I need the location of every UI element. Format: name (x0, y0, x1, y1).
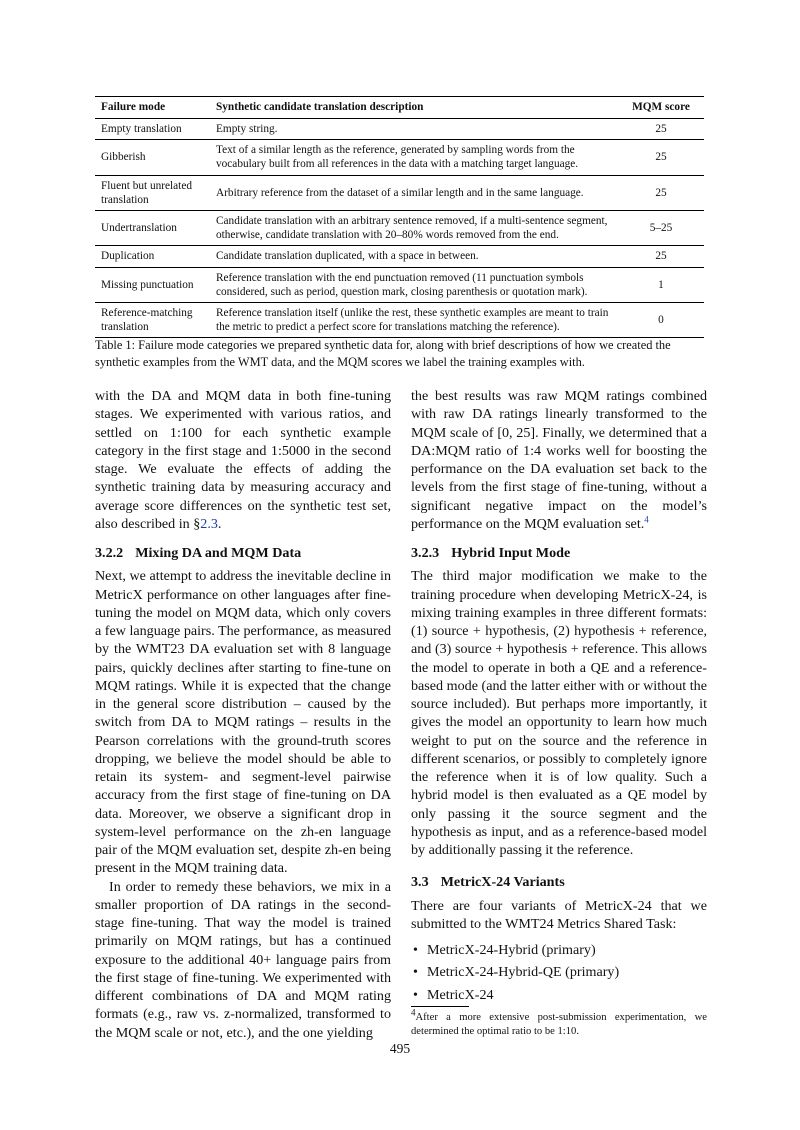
cell-mode: Gibberish (95, 140, 210, 175)
footnote-divider (411, 1006, 469, 1007)
section-heading-3-2-3 (411, 544, 707, 562)
paragraph-text-end: . (217, 515, 222, 532)
list-item: • MetricX-24-Hybrid-QE (primary) (427, 963, 707, 981)
footnote-number: 4 (411, 1007, 416, 1018)
cell-score: 25 (618, 246, 704, 267)
cell-score: 25 (618, 175, 704, 210)
table-row (95, 119, 704, 140)
header-description: Synthetic candidate translation description (210, 97, 618, 119)
paragraph: The third major modification we make to the training procedure when developing MetricX-24, is mixing training examples in three different formats: (1) source + hypothesis, (2) hypothesis + reference, and (3) source + hypothesis + reference. This allows the model to operate in both a QE and a reference-based mode (and the latter either with or without the source included). But perhaps more importantly, it gives the model an opportunity to learn how much weight to put on the source and the reference in different scenarios, or possibly to completely ignore the reference when it is of low quality. Such a hybrid model is then evaluated as a QE model by only passing it the source segment and the hypothesis as input, and as a reference-based model by additionally passing it the reference. (411, 568, 707, 858)
paragraph: There are four variants of MetricX-24 that we submitted to the WMT24 Metrics Shared Task: (411, 897, 707, 932)
section-title: MetricX-24 Variants (440, 874, 565, 891)
cell-description: Candidate translation duplicated, with a space in between. (210, 246, 618, 267)
list-item: • MetricX-24-Hybrid (primary) (427, 941, 707, 959)
paragraph (95, 387, 391, 533)
cell-mode: Missing punctuation (95, 267, 210, 302)
page-number: 495 (389, 1041, 411, 1056)
variants-list (411, 941, 707, 1004)
table-caption: Table 1: Failure mode categories we prepared synthetic data for, along with brief descriptions of how we created the synthetic examples from the WMT data, and the MQM scores we label the training examples with. (95, 338, 671, 369)
header-failure-mode: Failure mode (95, 97, 210, 119)
section-number: 3.3 (411, 874, 429, 891)
cell-score: 5–25 (618, 211, 704, 246)
section-number: 3.2.3 (411, 545, 440, 561)
footnote-marker[interactable]: 4 (644, 514, 649, 525)
cell-mode: Fluent but unrelated translation (95, 175, 210, 210)
cell-description: Arbitrary reference from the dataset of a similar length and in the same language. (210, 175, 618, 210)
header-mqm-score: MQM score (618, 97, 704, 119)
cell-score: 25 (618, 119, 704, 140)
right-column (411, 387, 707, 1008)
section-title: Hybrid Input Mode (451, 545, 571, 561)
paragraph: In order to remedy these behaviors, we mix in a smaller proportion of DA ratings in the second-stage fine-tuning. That way the model is trained primarily on MQM ratings, but has a continued exposure to the additional 40+ language pairs from the first stage of fine-tuning. We experimented with different combinations of DA and MQM rating formats (e.g., raw vs. z-normalized, transformed to the MQM scale or not, etc.), and the one yielding (95, 878, 391, 1041)
section-title: Mixing DA and MQM Data (135, 545, 302, 561)
table-row (95, 175, 704, 210)
paragraph: Next, we attempt to address the inevitable decline in MetricX performance on other languages after fine-tuning the model on MQM data, which only covers a few language pairs. The performance, as measured by the WMT23 DA evaluation set with 8 language pairs, quickly declines after starting to fine-tune on MQM ratings. While it is expected that the change in the general score distribution – caused by the switch from DA to MQM ratings – results in the Pearson correlations with the ground-truth scores dropping, we believe the model should be able to retain its system- and segment-level pairwise accuracy from the first stage of fine-tuning on DA data. Moreover, we observe a significant drop in system-level performance on the zh-en language pair of the MQM evaluation set, despite zh-en being present in the MQM training data. (95, 568, 391, 877)
cell-score: 25 (618, 140, 704, 175)
footnote (411, 1007, 707, 1039)
table-row (95, 246, 704, 267)
paragraph-text: the best results was raw MQM ratings combined with raw DA ratings linearly transformed to the MQM scale of [0, 25]. Finally, we determined that a DA:MQM ratio of 1:4 works well for boosting the performance on the DA evaluation set back to the levels from the first stage of fine-tuning, without a significant negative impact on the model’s performance on the MQM evaluation set. (411, 388, 707, 532)
section-link[interactable]: 2.3 (200, 515, 218, 532)
cell-description: Text of a similar length as the reference, generated by sampling words from the vocabulary built from all references in the data with a matching target language. (210, 140, 618, 175)
list-item: • MetricX-24 (427, 986, 707, 1004)
cell-description: Reference translation itself (unlike the rest, these synthetic examples are meant to train the metric to predict a perfect score for translations matching the reference). (210, 303, 618, 338)
section-heading-3-3 (411, 873, 707, 891)
table-row (95, 303, 704, 338)
paragraph (411, 387, 707, 533)
table-row (95, 211, 704, 246)
section-heading-3-2-2 (95, 544, 391, 562)
footnote-text: After a more extensive post-submission experimentation, we determined the optimal ratio to be 1:10. (411, 1012, 707, 1037)
table-1 (95, 96, 704, 338)
cell-mode: Undertranslation (95, 211, 210, 246)
table-row (95, 267, 704, 302)
cell-mode: Reference-matching translation (95, 303, 210, 338)
cell-score: 0 (618, 303, 704, 338)
cell-description: Candidate translation with an arbitrary sentence removed, if a multi-sentence segment, otherwise, candidate translation with 20–80% words removed from the end. (210, 211, 618, 246)
cell-mode: Empty translation (95, 119, 210, 140)
table-header-row (95, 97, 704, 119)
failure-mode-table (95, 96, 704, 338)
left-column (95, 387, 391, 1042)
section-number: 3.2.2 (95, 545, 124, 561)
cell-description: Empty string. (210, 119, 618, 140)
cell-mode: Duplication (95, 246, 210, 267)
cell-description: Reference translation with the end punctuation removed (11 punctuation symbols considered, such as period, question mark, closing parenthesis or quotation mark). (210, 267, 618, 302)
table-row (95, 140, 704, 175)
paragraph-text: with the DA and MQM data in both fine-tuning stages. We experimented with various ratios, and settled on 1:100 for each synthetic example category in the first stage and 1:5000 in the second stage. We evaluate the effects of adding the synthetic training data by measuring accuracy and average score differences on the synthetic test set, also described in § (95, 388, 391, 532)
cell-score: 1 (618, 267, 704, 302)
